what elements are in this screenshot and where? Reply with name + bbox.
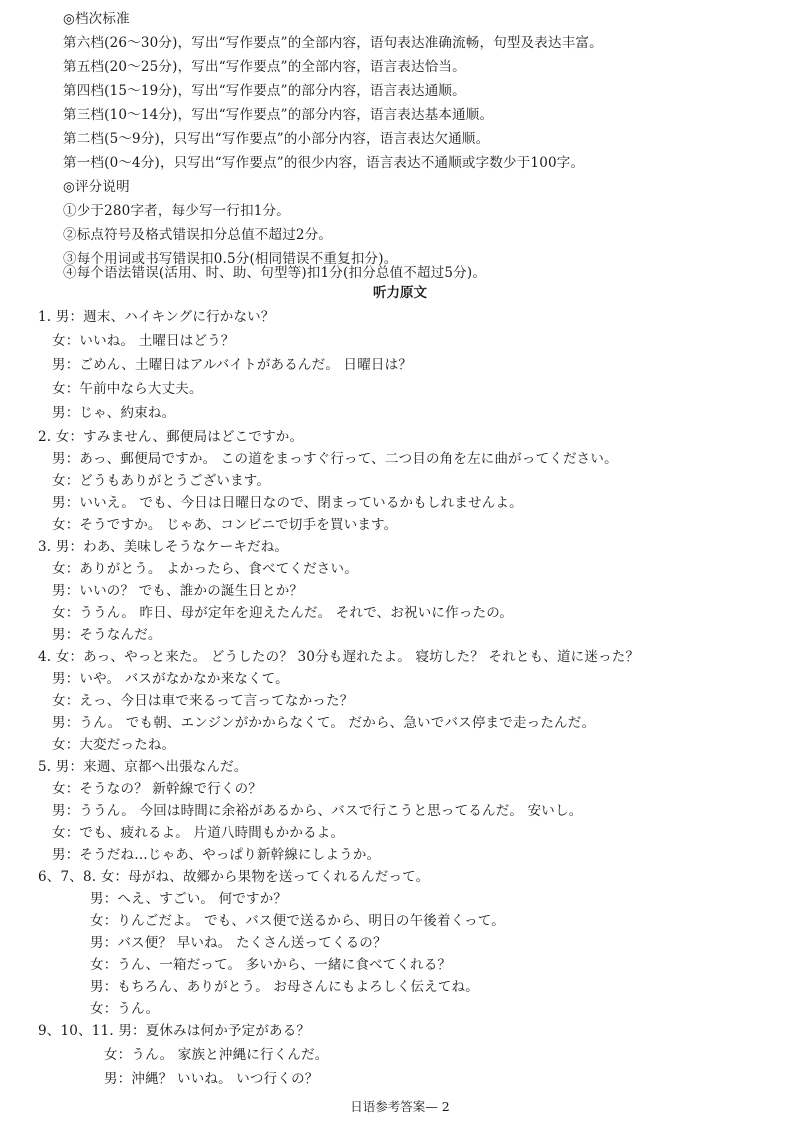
dialogue-line: 9、10、11. 男：夏休みは何か予定がある？ — [38, 1023, 311, 1039]
dialogue-line: 男：沖縄？ いいね。 いつ行くの？ — [104, 1071, 319, 1087]
note-line: ①少于280字者，每少写一行扣1分。 — [63, 203, 290, 219]
dialogue-line: 女：ううん。 昨日、母が定年を迎えたんだ。 それで、お祝いに作ったの。 — [52, 605, 514, 621]
transcript-title: 听力原文 — [373, 285, 427, 301]
dialogue-line: 男：いや。 バスがなかなか来なくて。 — [52, 671, 289, 687]
dialogue-line: 女：えっ、今日は車で来るって言ってなかった？ — [52, 693, 354, 709]
dialogue-line: 女：いいね。 土曜日はどう？ — [52, 333, 235, 349]
dialogue-line: 女：午前中なら大丈夫。 — [52, 381, 203, 397]
dialogue-line: 男：へえ、すごい。 何ですか？ — [90, 891, 288, 907]
dialogue-line: 女：そうなの？ 新幹線で行くの？ — [52, 781, 262, 797]
grade-line: 第三档(10～14分)，写出“写作要点”的部分内容，语言表达基本通顺。 — [63, 107, 494, 123]
dialogue-line: 女：うん。 家族と沖縄に行くんだ。 — [104, 1047, 329, 1063]
dialogue-line: 2. 女：すみません、郵便局はどこですか。 — [38, 429, 304, 445]
dialogue-line: 女：うん、一箱だって。 多いから、一緒に食べてくれる？ — [90, 957, 452, 973]
dialogue-line: 男：あっ、郵便局ですか。 この道をまっすぐ行って、二つ目の角を左に曲がってください。 — [52, 451, 618, 467]
dialogue-line: 男：いいえ。 でも、今日は日曜日なので、閉まっているかもしれませんよ。 — [52, 495, 523, 511]
dialogue-line: 1. 男：週末、ハイキングに行かない？ — [38, 309, 275, 325]
note-line: ②标点符号及格式错误扣分总值不超过2分。 — [63, 227, 333, 243]
grade-line: 第五档(20～25分)，写出“写作要点”的全部内容，语言表达恰当。 — [63, 59, 466, 75]
dialogue-line: 女：うん。 — [90, 1001, 160, 1017]
dialogue-line: 男：もちろん、ありがとう。 お母さんにもよろしく伝えてね。 — [90, 979, 479, 995]
dialogue-line: 女：どうもありがとうございます。 — [52, 473, 271, 489]
grade-line: 第六档(26～30分)，写出“写作要点”的全部内容，语句表达准确流畅，句型及表达丰富。 — [63, 35, 603, 51]
grade-line: 第四档(15～19分)，写出“写作要点”的部分内容，语言表达通顺。 — [63, 83, 466, 99]
dialogue-line: 男：ううん。 今回は時間に余裕があるから、バスで行こうと思ってるんだ。 安いし。 — [52, 803, 583, 819]
dialogue-line: 3. 男：わあ、美味しそうなケーキだね。 — [38, 539, 289, 555]
dialogue-line: 男：じゃ、約束ね。 — [52, 405, 176, 421]
dialogue-line: 男：そうだね…じゃあ、やっぱり新幹線にしようか。 — [52, 847, 381, 863]
dialogue-line: 女：でも、疲れるよ。 片道八時間もかかるよ。 — [52, 825, 345, 841]
dialogue-line: 5. 男：来週、京都へ出張なんだ。 — [38, 759, 248, 775]
page-footer: 日语参考答案— 2 — [350, 1099, 450, 1114]
dialogue-line: 女：りんごだよ。 でも、バス便で送るから、明日の午後着くって。 — [90, 913, 505, 929]
grade-line: 第一档(0～4分)，只写出“写作要点”的很少内容，语言表达不通顺或字数少于100字。 — [63, 155, 585, 171]
dialogue-line: 女：大変だったね。 — [52, 737, 176, 753]
note-line: ④每个语法错误(活用、时、助、句型等)扣1分(扣分总值不超过5分)。 — [63, 265, 487, 281]
dialogue-line: 男：うん。 でも朝、エンジンがかからなくて。 だから、急いでバス停まで走ったんだ。 — [52, 715, 596, 731]
grade-line: 第二档(5～9分)，只写出“写作要点”的小部分内容，语言表达欠通顺。 — [63, 131, 490, 147]
dialogue-line: 男：いいの？ でも、誰かの誕生日とか？ — [52, 583, 304, 599]
notes-heading: ◎评分说明 — [63, 179, 130, 195]
dialogue-line: 4. 女：あっ、やっと来た。 どうしたの？ 30分も遅れたよ。 寝坊した？ それとも、道に迷った？ — [38, 649, 640, 665]
note-line: ③每个用词或书写错误扣0.5分(相同错误不重复扣分)。 — [63, 251, 398, 267]
grade-heading: ◎档次标准 — [63, 11, 130, 27]
dialogue-line: 男：ごめん、土曜日はアルバイトがあるんだ。 日曜日は？ — [52, 357, 413, 373]
dialogue-line: 女：ありがとう。 よかったら、食べてください。 — [52, 561, 358, 577]
dialogue-line: 6、7、8. 女：母がね、故郷から果物を送ってくれるんだって。 — [38, 869, 430, 885]
dialogue-line: 男：そうなんだ。 — [52, 627, 162, 643]
dialogue-line: 男：バス便？ 早いね。 たくさん送ってくるの？ — [90, 935, 387, 951]
dialogue-line: 女：そうですか。 じゃあ、コンビニで切手を買います。 — [52, 517, 398, 533]
